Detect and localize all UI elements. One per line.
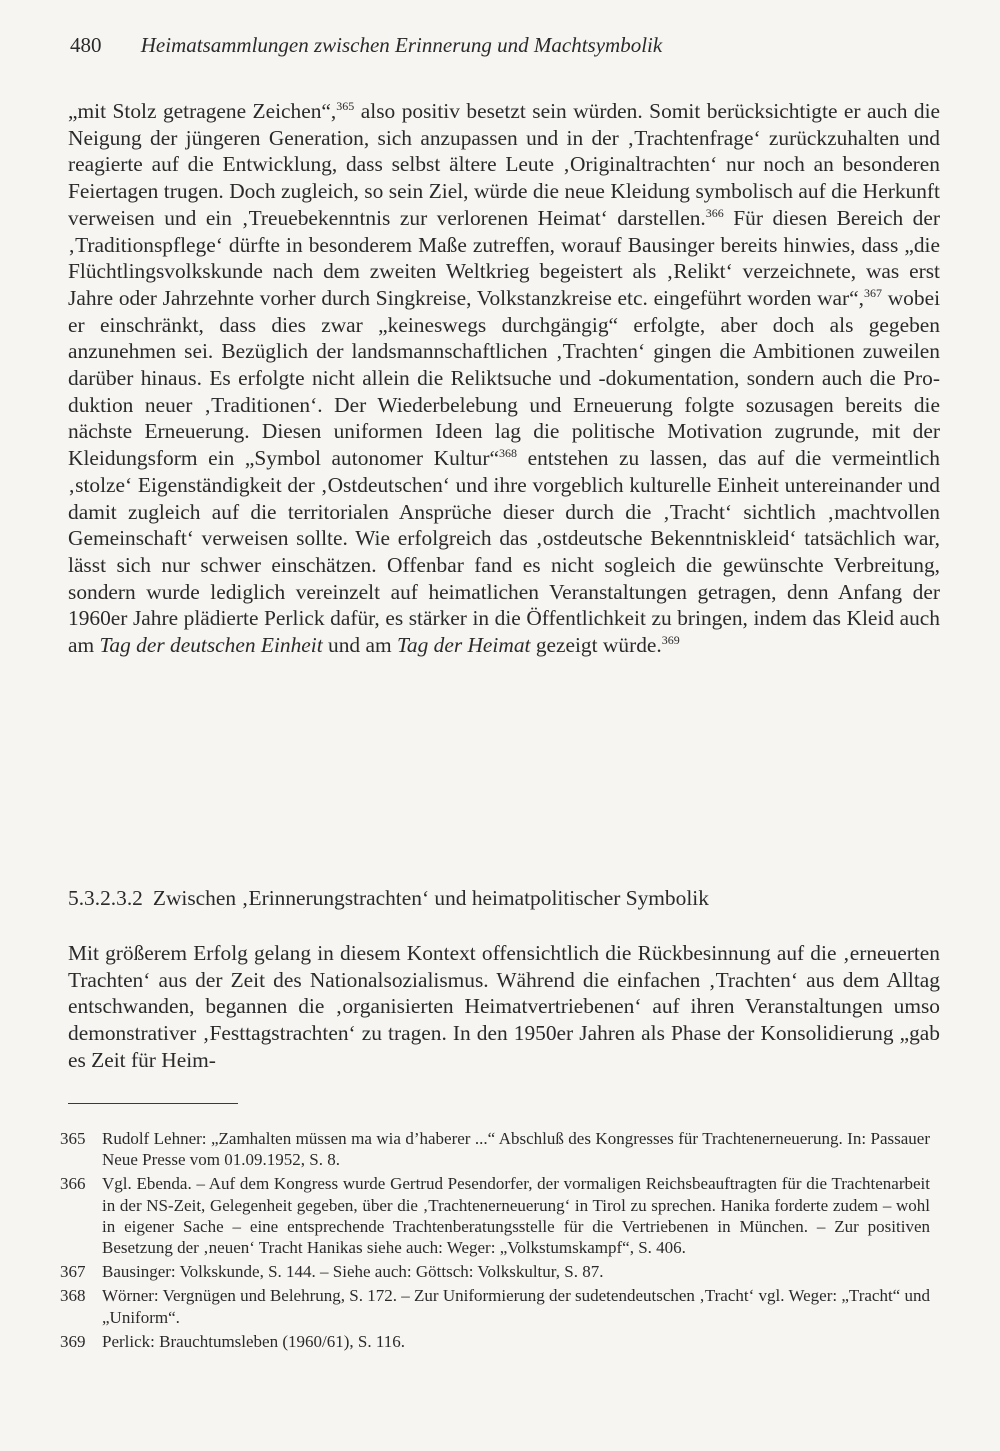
section-heading (68, 884, 940, 912)
footnote-text: Rudolf Lehner: „Zamhalten müssen ma wia d’haberer ...“ Abschluß des Kongresses für Trachtenerneuerung. In: Passauer Neue Presse vom 01.09.1952, S. 8. (102, 1129, 930, 1170)
footnote-369 (60, 1331, 930, 1352)
footnote-text: Bausinger: Volkskunde, S. 144. – Siehe auch: Göttsch: Volkskultur, S. 87. (102, 1262, 604, 1282)
footnote-366 (60, 1173, 930, 1258)
footnote-reference[interactable]: 368 (499, 446, 517, 461)
italic-text: Tag der Heimat (396, 633, 531, 658)
text-run: gezeigt würde. (530, 633, 662, 658)
footnote-number: 368 (60, 1286, 86, 1306)
page-number: 480 (70, 33, 102, 57)
footnote-number: 365 (60, 1129, 86, 1148)
text-run: und am (322, 633, 397, 658)
running-title: Heimatsammlungen zwischen Erinnerung und Machtsymbolik (140, 33, 663, 57)
footnote-divider (68, 1103, 238, 1104)
footnote-number: 367 (60, 1262, 86, 1282)
footnote-368 (60, 1285, 930, 1327)
footnote-367 (60, 1261, 930, 1282)
text-run: wobei er einschränkt, dass dies zwar „keineswegs durchgängig“ erfolgte, aber doch als gegeben anzunehmen sei. Bezüglich der landsmannschaftlichen ‚Trachten‘ gingen die Ambitionen zuweilen darüber hinaus. Es erfolgte nicht allein die Reliktsuche und -dokumentation, sondern auch die Produktion neuer ‚Traditionen‘. Der Wiederbelebung und Erneuerung folgte sozusagen bereits die nächste Erneuerung. Diesen uniformen Ideen lag die politische Motivation zugrunde, mit der Kleidungsform ein „Symbol autonomer Kultur“ (68, 285, 941, 471)
footnote-reference[interactable]: 369 (661, 633, 680, 648)
text-run: „mit Stolz getragene Zeichen“, (68, 99, 337, 123)
text-run: also positiv besetzt sein würden. Somit berücksichtigte er auch die Neigung der jüngeren Generation, sich anzupassen und in der ‚Trachtenfrage‘ zurückzuhalten und reagierte auf die Entwicklung, dass selbst ältere Leute ‚Originaltrachten‘ nur noch an besonderen Feiertagen trugen. Doch zugleich, so sein Ziel, würde die neue Kleidung symbolisch auf die Herkunft verweisen und ein ‚Treuebekenntnis zur verlorenen Heimat‘ darstellen. (68, 99, 941, 230)
footnote-365 (60, 1128, 930, 1170)
footnote-number: 366 (60, 1174, 86, 1194)
footnotes-list (60, 1128, 930, 1355)
footnote-text: Wörner: Vergnügen und Belehrung, S. 172. – Zur Uniformierung der sudetendeutschen ‚Tracht‘ vgl. Weger: „Tracht“ und „Uniform“. (102, 1286, 930, 1327)
footnote-reference[interactable]: 366 (705, 205, 724, 220)
footnote-reference[interactable]: 365 (336, 99, 355, 113)
section-number: 5.3.2.3.2 (68, 886, 143, 910)
footnote-text: Perlick: Brauchtumsleben (1960/61), S. 116. (102, 1331, 405, 1351)
section-title: Zwischen ‚Erinnerungstrachten‘ und heimatpolitischer Symbolik (152, 886, 709, 910)
body-paragraph-1 (68, 98, 940, 659)
text-run: Für diesen Bereich der ‚Traditionspflege‘ dürfte in besonderem Maße zutreffen, worauf Bausinger bereits hinwies, dass „die Flüchtlingsvolkskunde nach dem zweiten Weltkrieg begeistert als ‚Relikt‘ verzeichnete, was erst Jahre oder Jahrzehnte vorher durch Singkreise, Volkstanzkreise etc. eingeführt worden war“, (68, 205, 940, 310)
italic-text: Tag der deutschen Einheit (99, 633, 323, 658)
footnote-number: 369 (60, 1331, 86, 1351)
body-paragraph-2: Mit größerem Erfolg gelang in diesem Kontext offensichtlich die Rückbesinnung auf die ‚erneuerten Trachten‘ aus der Zeit des Nationalsozialismus. Während die einfachen ‚Trachten‘ aus dem Alltag entschwanden, begannen die ‚organisierten Heimatvertriebenen‘ auf ihren Veranstaltungen umso demonstrativer ‚Festtagstrachten‘ zu tragen. In den 1950er Jahren als Phase der Konsolidierung „gab es Zeit für Heim- (68, 941, 940, 1072)
text-run: entstehen zu lassen, das auf die vermeintlich ‚stolze‘ Eigenständigkeit der ‚Ostdeutschen‘ und ihre vorgeblich kulturelle Einheit untereinander und damit zugleich auf die territorialen Ansprüche dieser durch die ‚Tracht‘ sichtlich ‚machtvollen Gemeinschaft‘ verweisen sollte. Wie erfolgreich das ‚ostdeutsche Bekenntniskleid‘ tatsächlich war, lässt sich nur schwer einschätzen. Offenbar fand es nicht sogleich die gewünschte Verbreitung, sondern wurde lediglich vereinzelt auf heimatlichen Veranstaltungen getragen, denn Anfang der 1960er Jahre plädierte Perlick dafür, es stärker in die Öffentlichkeit zu bringen, indem das Kleid auch am (68, 446, 940, 658)
footnote-reference[interactable]: 367 (864, 285, 882, 300)
running-header (70, 30, 930, 60)
footnote-text: Vgl. Ebenda. – Auf dem Kongress wurde Gertrud Pesendorfer, der vormaligen Reichsbeauftragten für die Trachtenarbeit in der NS-Zeit, Gelegenheit gegeben, über die ‚Trachtenerneuerung‘ in Tirol zu sprechen. Hanika forderte zudem – wohl in eigener Sache – eine entsprechende Trachtenberatungsstelle für die Vertriebenen in München. – Zur positiven Besetzung der ‚neuen‘ Tracht Hanikas siehe auch: Weger: „Volkstumskampf“, S. 406. (102, 1174, 930, 1258)
